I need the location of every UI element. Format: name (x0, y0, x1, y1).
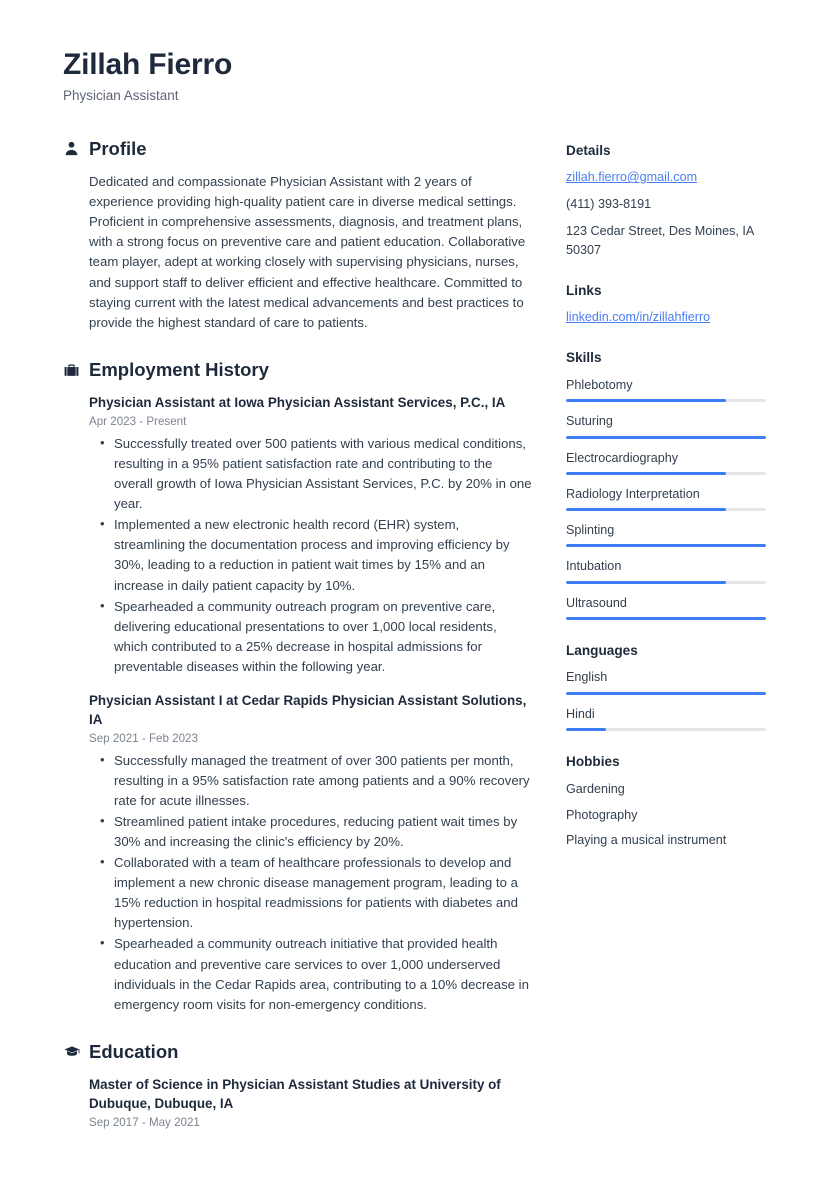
skill-fill (566, 581, 726, 584)
entry-title: Physician Assistant I at Cedar Rapids Physician Assistant Solutions, IA (89, 692, 527, 728)
email-link[interactable]: zillah.fierro@gmail.com (566, 170, 698, 185)
sidebar-title-details: Details (566, 142, 611, 158)
main-column (63, 138, 533, 1157)
education-entry (89, 1075, 533, 1131)
skill-track (566, 544, 766, 547)
user-icon (63, 140, 80, 157)
sidebar-skills (566, 349, 766, 619)
education-body (63, 1075, 533, 1131)
skill-label: Radiology Interpretation (566, 486, 700, 501)
entry-date: Sep 2021 - Feb 2023 (89, 731, 198, 745)
hobby-item: Gardening (566, 781, 625, 796)
sidebar-hobbies (566, 753, 766, 850)
skill-track (566, 581, 766, 584)
skill-label: Suturing (566, 414, 613, 429)
sidebar-languages (566, 642, 766, 731)
section-title-employment: Employment History (89, 359, 269, 381)
skill-track (566, 399, 766, 402)
sidebar-details (566, 142, 766, 260)
section-profile (63, 138, 533, 334)
bullet-item: • Collaborated with a team of healthcare professionals to develop and implement a new chronic disease management program, leading to a 15% reduction in hospital readmissions for patients with diabetes and hypertension. (114, 853, 533, 933)
skill-label: Ultrasound (566, 595, 627, 610)
hobby-item: Photography (566, 807, 638, 822)
profile-heading (63, 138, 533, 160)
candidate-job-title: Physician Assistant (63, 88, 179, 103)
section-employment (63, 359, 533, 1015)
skill-item (566, 521, 766, 547)
skill-label: Splinting (566, 523, 615, 538)
bullet-item: • Spearheaded a community outreach program on preventive care, delivering educational presentations to over 1,000 local residents, which contributed to a 25% decrease in hospital admissions for preventable diseases within the following year. (114, 597, 533, 677)
skill-item (566, 376, 766, 402)
detail-address: 123 Cedar Street, Des Moines, IA 50307 (566, 224, 754, 257)
briefcase-icon (63, 362, 80, 379)
skill-label: Electrocardiography (566, 450, 679, 465)
entry-date: Apr 2023 - Present (89, 414, 187, 428)
employment-entry (89, 691, 533, 1015)
language-item (566, 668, 766, 694)
entry-title: Physician Assistant at Iowa Physician Assistant Services, P.C., IA (89, 395, 506, 411)
skill-track (566, 436, 766, 439)
profile-text: Dedicated and compassionate Physician Assistant with 2 years of experience providing high-quality patient care in diverse medical settings. Proficient in comprehensive assessments, diagnosis, and treatment plans, with a strong focus on preventive care and patient education. Collaborative team player, adept at working closely with supervising physicians, nurses, and support staff to deliver efficient and effective healthcare. Committed to staying current with the latest medical advancements and best practices to provide the highest standard of care to patients. (89, 173, 526, 331)
hobby-item: Playing a musical instrument (566, 833, 727, 848)
skill-track (566, 508, 766, 511)
language-fill (566, 728, 606, 731)
skill-item (566, 557, 766, 583)
language-label: Hindi (566, 706, 595, 721)
skill-fill (566, 472, 726, 475)
candidate-name: Zillah Fierro (63, 48, 233, 81)
education-heading (63, 1041, 533, 1063)
skill-item (566, 412, 766, 438)
employment-heading (63, 359, 533, 381)
detail-phone: (411) 393-8191 (566, 197, 652, 212)
sidebar-title-languages: Languages (566, 642, 638, 658)
bullet-item: • Implemented a new electronic health record (EHR) system, streamlining the documentation process and improving efficiency by 30%, leading to a reduction in patient wait times by 15% and an increase in daily patient capacity by 10%. (114, 515, 533, 595)
entry-bullets (89, 751, 533, 1015)
entry-date: Sep 2017 - May 2021 (89, 1115, 200, 1129)
link-row (566, 308, 766, 327)
skill-item (566, 449, 766, 475)
sidebar-title-links: Links (566, 282, 602, 298)
section-title-profile: Profile (89, 137, 147, 159)
detail-email-row (566, 168, 766, 187)
entry-bullets (89, 434, 533, 677)
skill-item (566, 485, 766, 511)
linkedin-link[interactable]: linkedin.com/in/zillahfierro (566, 310, 711, 325)
skill-label: Intubation (566, 559, 622, 574)
language-track (566, 692, 766, 695)
section-education (63, 1041, 533, 1131)
employment-entry (89, 393, 533, 676)
bullet-item: • Streamlined patient intake procedures, reducing patient wait times by 30% and increasing the clinic's efficiency by 20%. (114, 812, 533, 852)
skill-fill (566, 436, 766, 439)
language-label: English (566, 670, 608, 685)
sidebar-column (566, 138, 766, 873)
skill-fill (566, 508, 726, 511)
skill-item (566, 594, 766, 620)
language-fill (566, 692, 766, 695)
language-track (566, 728, 766, 731)
bullet-item: • Spearheaded a community outreach initiative that provided health education and preventive care services to over 1,000 underserved individuals in the Cedar Rapids area, contributing to a 10% decrease in emergency room visits for non-emergency conditions. (114, 934, 533, 1014)
resume-header (0, 0, 833, 105)
bullet-item: • Successfully treated over 500 patients with various medical conditions, resulting in a 95% patient satisfaction rate and contributing to the overall growth of Iowa Physician Assistant Services, P.C. by 20% in one year. (114, 434, 533, 514)
bullet-item: • Successfully managed the treatment of over 300 patients per month, resulting in a 95% satisfaction rate among patients and a 90% recovery rate for acute illnesses. (114, 751, 533, 811)
sidebar-title-hobbies: Hobbies (566, 753, 620, 769)
entry-title: Master of Science in Physician Assistant Studies at University of Dubuque, Dubuque, IA (89, 1076, 501, 1112)
skill-fill (566, 617, 766, 620)
skill-fill (566, 544, 766, 547)
section-title-education: Education (89, 1040, 179, 1062)
skill-track (566, 472, 766, 475)
skill-track (566, 617, 766, 620)
profile-body (63, 172, 533, 334)
skill-label: Phlebotomy (566, 378, 633, 393)
language-item (566, 705, 766, 731)
sidebar-title-skills: Skills (566, 350, 602, 366)
sidebar-links (566, 282, 766, 328)
resume-columns (0, 138, 833, 1157)
graduation-cap-icon (63, 1043, 80, 1060)
skill-fill (566, 399, 726, 402)
employment-body (63, 393, 533, 1014)
